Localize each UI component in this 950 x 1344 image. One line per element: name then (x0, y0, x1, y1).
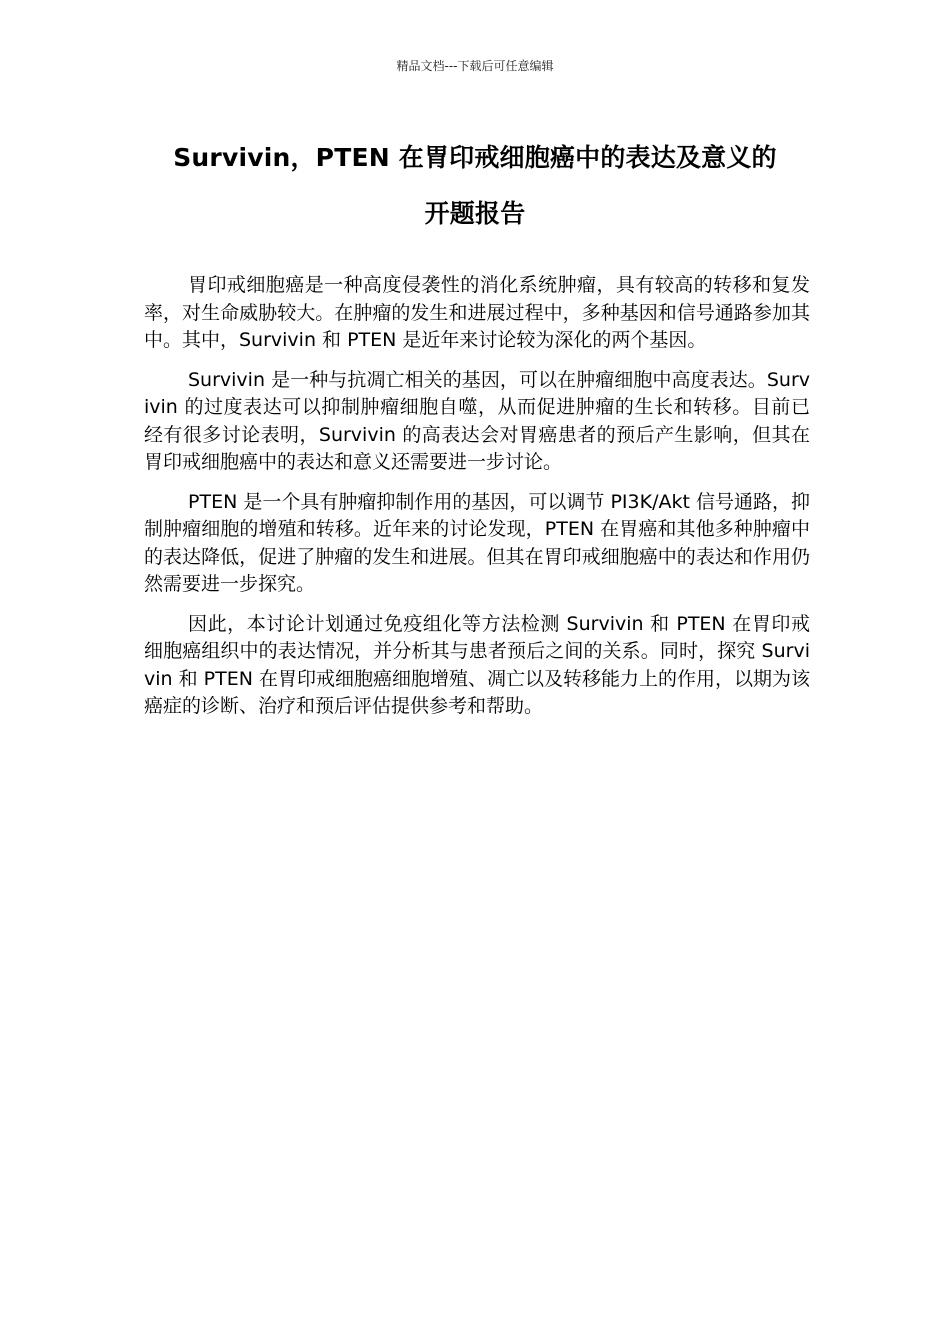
page-header: 精品文档---下载后可任意编辑 (396, 59, 554, 73)
document-body (144, 272, 810, 733)
paragraph-2: Survivin 是一种与抗凋亡相关的基因，可以在肿瘤细胞中高度表达。Survivin 的过度表达可以抑制肿瘤细胞自噬，从而促进肿瘤的生长和转移。目前已经有很多讨论表明，Survivin 的高表达会对胃癌患者的预后产生影响，但其在胃印戒细胞癌中的表达和意义还需要进一步讨论。 (144, 368, 810, 473)
document-title (100, 130, 850, 242)
title-line-2: 开题报告 (424, 199, 526, 228)
paragraph-1: 胃印戒细胞癌是一种高度侵袭性的消化系统肿瘤，具有较高的转移和复发率，对生命威胁较大。在肿瘤的发生和进展过程中，多种基因和信号通路参加其中。其中，Survivin 和 PTEN 是近年来讨论较为深化的两个基因。 (144, 274, 810, 351)
paragraph-4: 因此，本讨论计划通过免疫组化等方法检测 Survivin 和 PTEN 在胃印戒细胞癌组织中的表达情况，并分析其与患者预后之间的关系。同时，探究 Survivin 和 PTEN 在胃印戒细胞癌细胞增殖、凋亡以及转移能力上的作用，以期为该癌症的诊断、治疗和预后评估提供参考和帮助。 (144, 612, 810, 717)
paragraph-3: PTEN 是一个具有肿瘤抑制作用的基因，可以调节 PI3K/Akt 信号通路，抑制肿瘤细胞的增殖和转移。近年来的讨论发现，PTEN 在胃癌和其他多种肿瘤中的表达降低，促进了肿瘤的发生和进展。但其在胃印戒细胞癌中的表达和作用仍然需要进一步探究。 (144, 490, 810, 595)
title-line-1: Survivin，PTEN 在胃印戒细胞癌中的表达及意义的 (173, 143, 777, 172)
